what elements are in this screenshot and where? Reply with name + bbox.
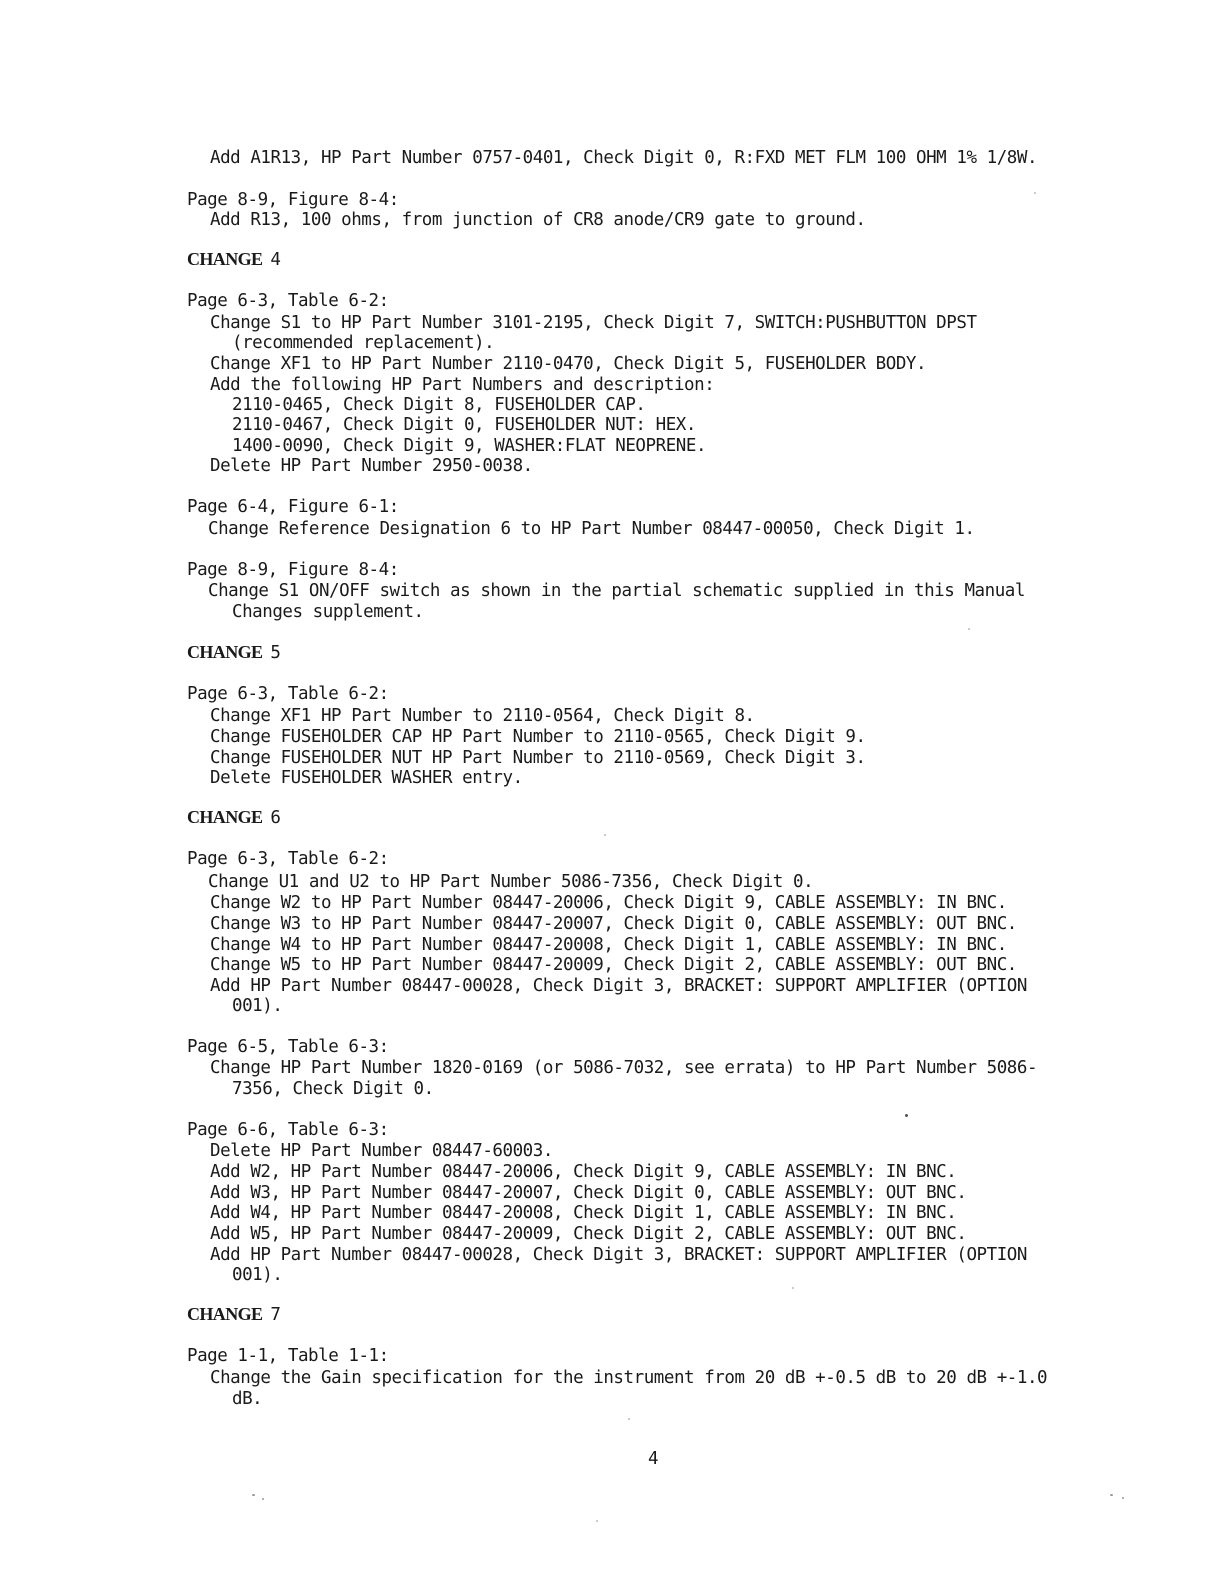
instruction-line: Add W3, HP Part Number 08447-20007, Check Digit 0, CABLE ASSEMBLY: OUT BNC. [210, 1183, 967, 1203]
instruction-line: Add W4, HP Part Number 08447-20008, Check Digit 1, CABLE ASSEMBLY: IN BNC. [210, 1203, 957, 1223]
change-5-heading [187, 642, 280, 663]
line-add-a1r13: Add A1R13, HP Part Number 0757-0401, Check Digit 0, R:FXD MET FLM 100 OHM 1% 1/8W. [210, 148, 1038, 168]
page-ref-line: Page 6-3, Table 6-2: [187, 684, 389, 704]
instruction-line: Change W5 to HP Part Number 08447-20009, Check Digit 2, CABLE ASSEMBLY: OUT BNC. [210, 955, 1017, 975]
change-heading-number: 5 [270, 643, 281, 663]
instruction-line: Change S1 to HP Part Number 3101-2195, Check Digit 7, SWITCH:PUSHBUTTON DPST [210, 313, 977, 333]
scan-speck [1122, 1497, 1124, 1499]
part-list-item: 2110-0467, Check Digit 0, FUSEHOLDER NUT: HEX. [232, 415, 696, 435]
scan-speck [792, 1287, 794, 1289]
instruction-line: Change XF1 to HP Part Number 2110-0470, Check Digit 5, FUSEHOLDER BODY. [210, 354, 927, 374]
change-heading-label: CHANGE [187, 807, 263, 827]
page-ref-line: Page 1-1, Table 1-1: [187, 1346, 389, 1366]
scan-speck [1034, 192, 1036, 194]
change-6-heading [187, 807, 280, 828]
page-ref-line: Page 8-9, Figure 8-4: [187, 190, 399, 210]
part-list-item: 2110-0465, Check Digit 8, FUSEHOLDER CAP. [232, 395, 646, 415]
instruction-line: Change S1 ON/OFF switch as shown in the partial schematic supplied in this Manual [208, 581, 1025, 601]
instruction-line: Change W2 to HP Part Number 08447-20006, Check Digit 9, CABLE ASSEMBLY: IN BNC. [210, 893, 1007, 913]
instruction-line: Change W3 to HP Part Number 08447-20007, Check Digit 0, CABLE ASSEMBLY: OUT BNC. [210, 914, 1017, 934]
change-heading-label: CHANGE [187, 1304, 263, 1324]
instruction-line: Change FUSEHOLDER NUT HP Part Number to 2110-0569, Check Digit 3. [210, 748, 866, 768]
scan-speck [596, 1520, 598, 1522]
scan-speck [628, 1418, 630, 1420]
instruction-line: Add R13, 100 ohms, from junction of CR8 anode/CR9 gate to ground. [210, 210, 866, 230]
instruction-line: Change Reference Designation 6 to HP Part Number 08447-00050, Check Digit 1. [208, 519, 975, 539]
instruction-line: Add W2, HP Part Number 08447-20006, Check Digit 9, CABLE ASSEMBLY: IN BNC. [210, 1162, 957, 1182]
instruction-continuation: Changes supplement. [232, 602, 424, 622]
page-ref-line: Page 6-5, Table 6-3: [187, 1037, 389, 1057]
part-list-item: 1400-0090, Check Digit 9, WASHER:FLAT NEOPRENE. [232, 436, 707, 456]
scan-speck [262, 1498, 264, 1500]
change-4-heading [187, 249, 280, 270]
instruction-line: Delete HP Part Number 2950-0038. [210, 456, 533, 476]
instruction-line: Change FUSEHOLDER CAP HP Part Number to 2110-0565, Check Digit 9. [210, 727, 866, 747]
instruction-continuation: 7356, Check Digit 0. [232, 1079, 434, 1099]
instruction-continuation: 001). [232, 996, 283, 1016]
page-ref-line: Page 6-6, Table 6-3: [187, 1120, 389, 1140]
instruction-line: Change HP Part Number 1820-0169 (or 5086-7032, see errata) to HP Part Number 5086- [210, 1058, 1038, 1078]
scan-speck [1110, 1494, 1113, 1496]
scan-speck [968, 628, 970, 630]
page-number: 4 [648, 1449, 659, 1469]
scan-speck [604, 834, 606, 836]
change-7-heading [187, 1304, 280, 1325]
change-heading-label: CHANGE [187, 642, 263, 662]
instruction-continuation: (recommended replacement). [232, 333, 495, 353]
scan-speck [252, 1494, 255, 1496]
instruction-line: Change the Gain specification for the instrument from 20 dB +-0.5 dB to 20 dB +-1.0 [210, 1368, 1048, 1388]
page-ref-line: Page 6-3, Table 6-2: [187, 849, 389, 869]
instruction-line: Add W5, HP Part Number 08447-20009, Check Digit 2, CABLE ASSEMBLY: OUT BNC. [210, 1224, 967, 1244]
instruction-line: Delete HP Part Number 08447-60003. [210, 1141, 553, 1161]
instruction-line: Change U1 and U2 to HP Part Number 5086-7356, Check Digit 0. [208, 872, 814, 892]
scan-speck [905, 1114, 908, 1117]
change-heading-number: 6 [270, 808, 281, 828]
instruction-line: Add HP Part Number 08447-00028, Check Digit 3, BRACKET: SUPPORT AMPLIFIER (OPTION [210, 1245, 1027, 1265]
instruction-line: Add HP Part Number 08447-00028, Check Digit 3, BRACKET: SUPPORT AMPLIFIER (OPTION [210, 976, 1027, 996]
instruction-continuation: 001). [232, 1265, 283, 1285]
change-heading-label: CHANGE [187, 249, 263, 269]
page-ref-line: Page 6-3, Table 6-2: [187, 291, 389, 311]
instruction-line: Delete FUSEHOLDER WASHER entry. [210, 768, 523, 788]
page-ref-line: Page 6-4, Figure 6-1: [187, 497, 399, 517]
page-ref-line: Page 8-9, Figure 8-4: [187, 560, 399, 580]
instruction-line: Change W4 to HP Part Number 08447-20008, Check Digit 1, CABLE ASSEMBLY: IN BNC. [210, 935, 1007, 955]
change-heading-number: 4 [270, 250, 281, 270]
instruction-continuation: dB. [232, 1389, 263, 1409]
instruction-line: Change XF1 HP Part Number to 2110-0564, Check Digit 8. [210, 706, 755, 726]
change-heading-number: 7 [270, 1305, 281, 1325]
instruction-line: Add the following HP Part Numbers and description: [210, 375, 715, 395]
